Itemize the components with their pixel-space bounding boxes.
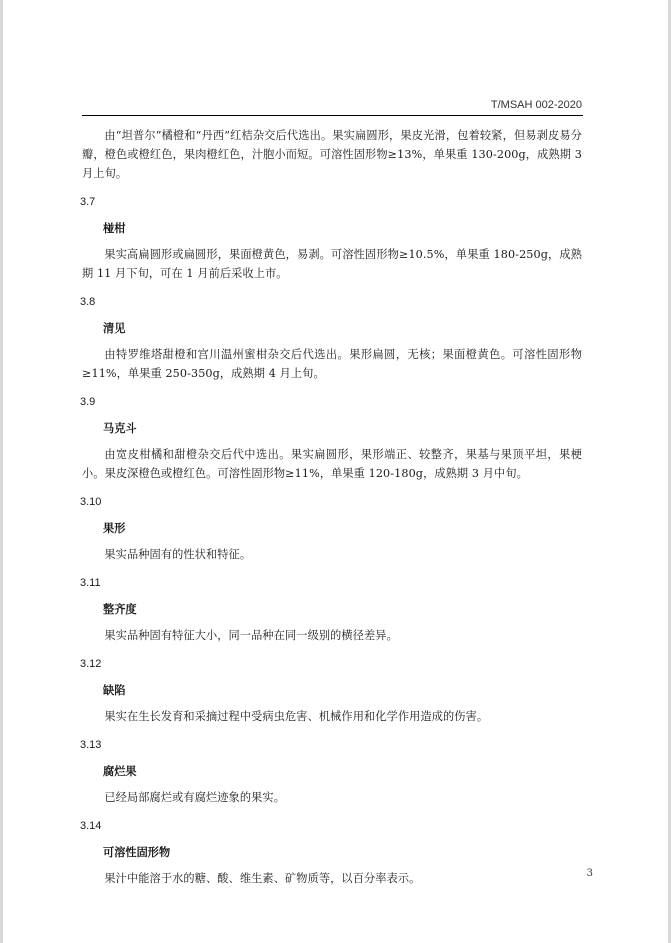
section-number: 3.13 xyxy=(80,739,102,751)
section-number: 3.11 xyxy=(80,577,101,589)
document-code: T/MSAH 002-2020 xyxy=(490,99,582,111)
header-rule xyxy=(82,115,583,116)
section-number: 3.7 xyxy=(80,196,96,208)
section-term: 缺陷 xyxy=(103,684,126,697)
page-edge-left xyxy=(0,0,3,943)
section-description: 由宽皮柑橘和甜橙杂交后代中选出。果实扁圆形，果形端正、较整齐，果基与果顶平坦，果梗小。果皮深橙色或橙红色。可溶性固形物≥11%，单果重 120-180g，成熟期 3 月中旬。 xyxy=(82,448,582,480)
section-term: 可溶性固形物 xyxy=(103,846,171,859)
section-term: 马克斗 xyxy=(103,422,137,435)
section-description: 果实品种固有的性状和特征。 xyxy=(104,548,252,561)
section-term: 腐烂果 xyxy=(103,765,137,778)
section-3-9 xyxy=(82,394,582,483)
section-3-7 xyxy=(82,194,582,283)
section-3-10 xyxy=(82,494,582,564)
section-3-11 xyxy=(82,575,582,645)
document-body xyxy=(82,126,582,899)
section-3-14 xyxy=(82,818,582,888)
section-term: 果形 xyxy=(103,522,126,535)
section-number: 3.9 xyxy=(80,396,96,408)
section-number: 3.8 xyxy=(80,296,96,308)
section-term: 椪柑 xyxy=(103,222,126,235)
section-description: 果实品种固有特征大小，同一品种在同一级别的横径差异。 xyxy=(104,629,398,642)
section-number: 3.12 xyxy=(80,658,102,670)
section-description: 果实在生长发育和采摘过程中受病虫危害、机械作用和化学作用造成的伤害。 xyxy=(104,710,489,723)
section-description: 已经局部腐烂或有腐烂迹象的果实。 xyxy=(104,791,285,804)
section-3-12 xyxy=(82,656,582,726)
page-number: 3 xyxy=(586,868,593,879)
section-term: 清见 xyxy=(103,322,126,335)
section-description: 果实高扁圆形或扁圆形，果面橙黄色，易剥。可溶性固形物≥10.5%，单果重 180-250g，成熟期 11 月下旬，可在 1 月前后采收上市。 xyxy=(82,248,582,280)
section-description: 由特罗维塔甜橙和宫川温州蜜柑杂交后代选出。果形扁圆，无核；果面橙黄色。可溶性固形物≥11%，单果重 250-350g，成熟期 4 月上旬。 xyxy=(82,348,582,380)
intro-paragraph: 由“坦普尔”橘橙和“丹西”红桔杂交后代选出。果实扁圆形，果皮光滑，包着较紧，但易剥皮易分瓣，橙色或橙红色，果肉橙红色，汁胞小而短。可溶性固形物≥13%，单果重 130-200g，成熟期 3 月上旬。 xyxy=(82,129,582,180)
section-number: 3.14 xyxy=(80,820,102,832)
section-3-8 xyxy=(82,294,582,383)
section-number: 3.10 xyxy=(80,496,102,508)
section-description: 果汁中能溶于水的糖、酸、维生素、矿物质等，以百分率表示。 xyxy=(104,872,421,885)
section-term: 整齐度 xyxy=(103,603,137,616)
section-3-13 xyxy=(82,737,582,807)
